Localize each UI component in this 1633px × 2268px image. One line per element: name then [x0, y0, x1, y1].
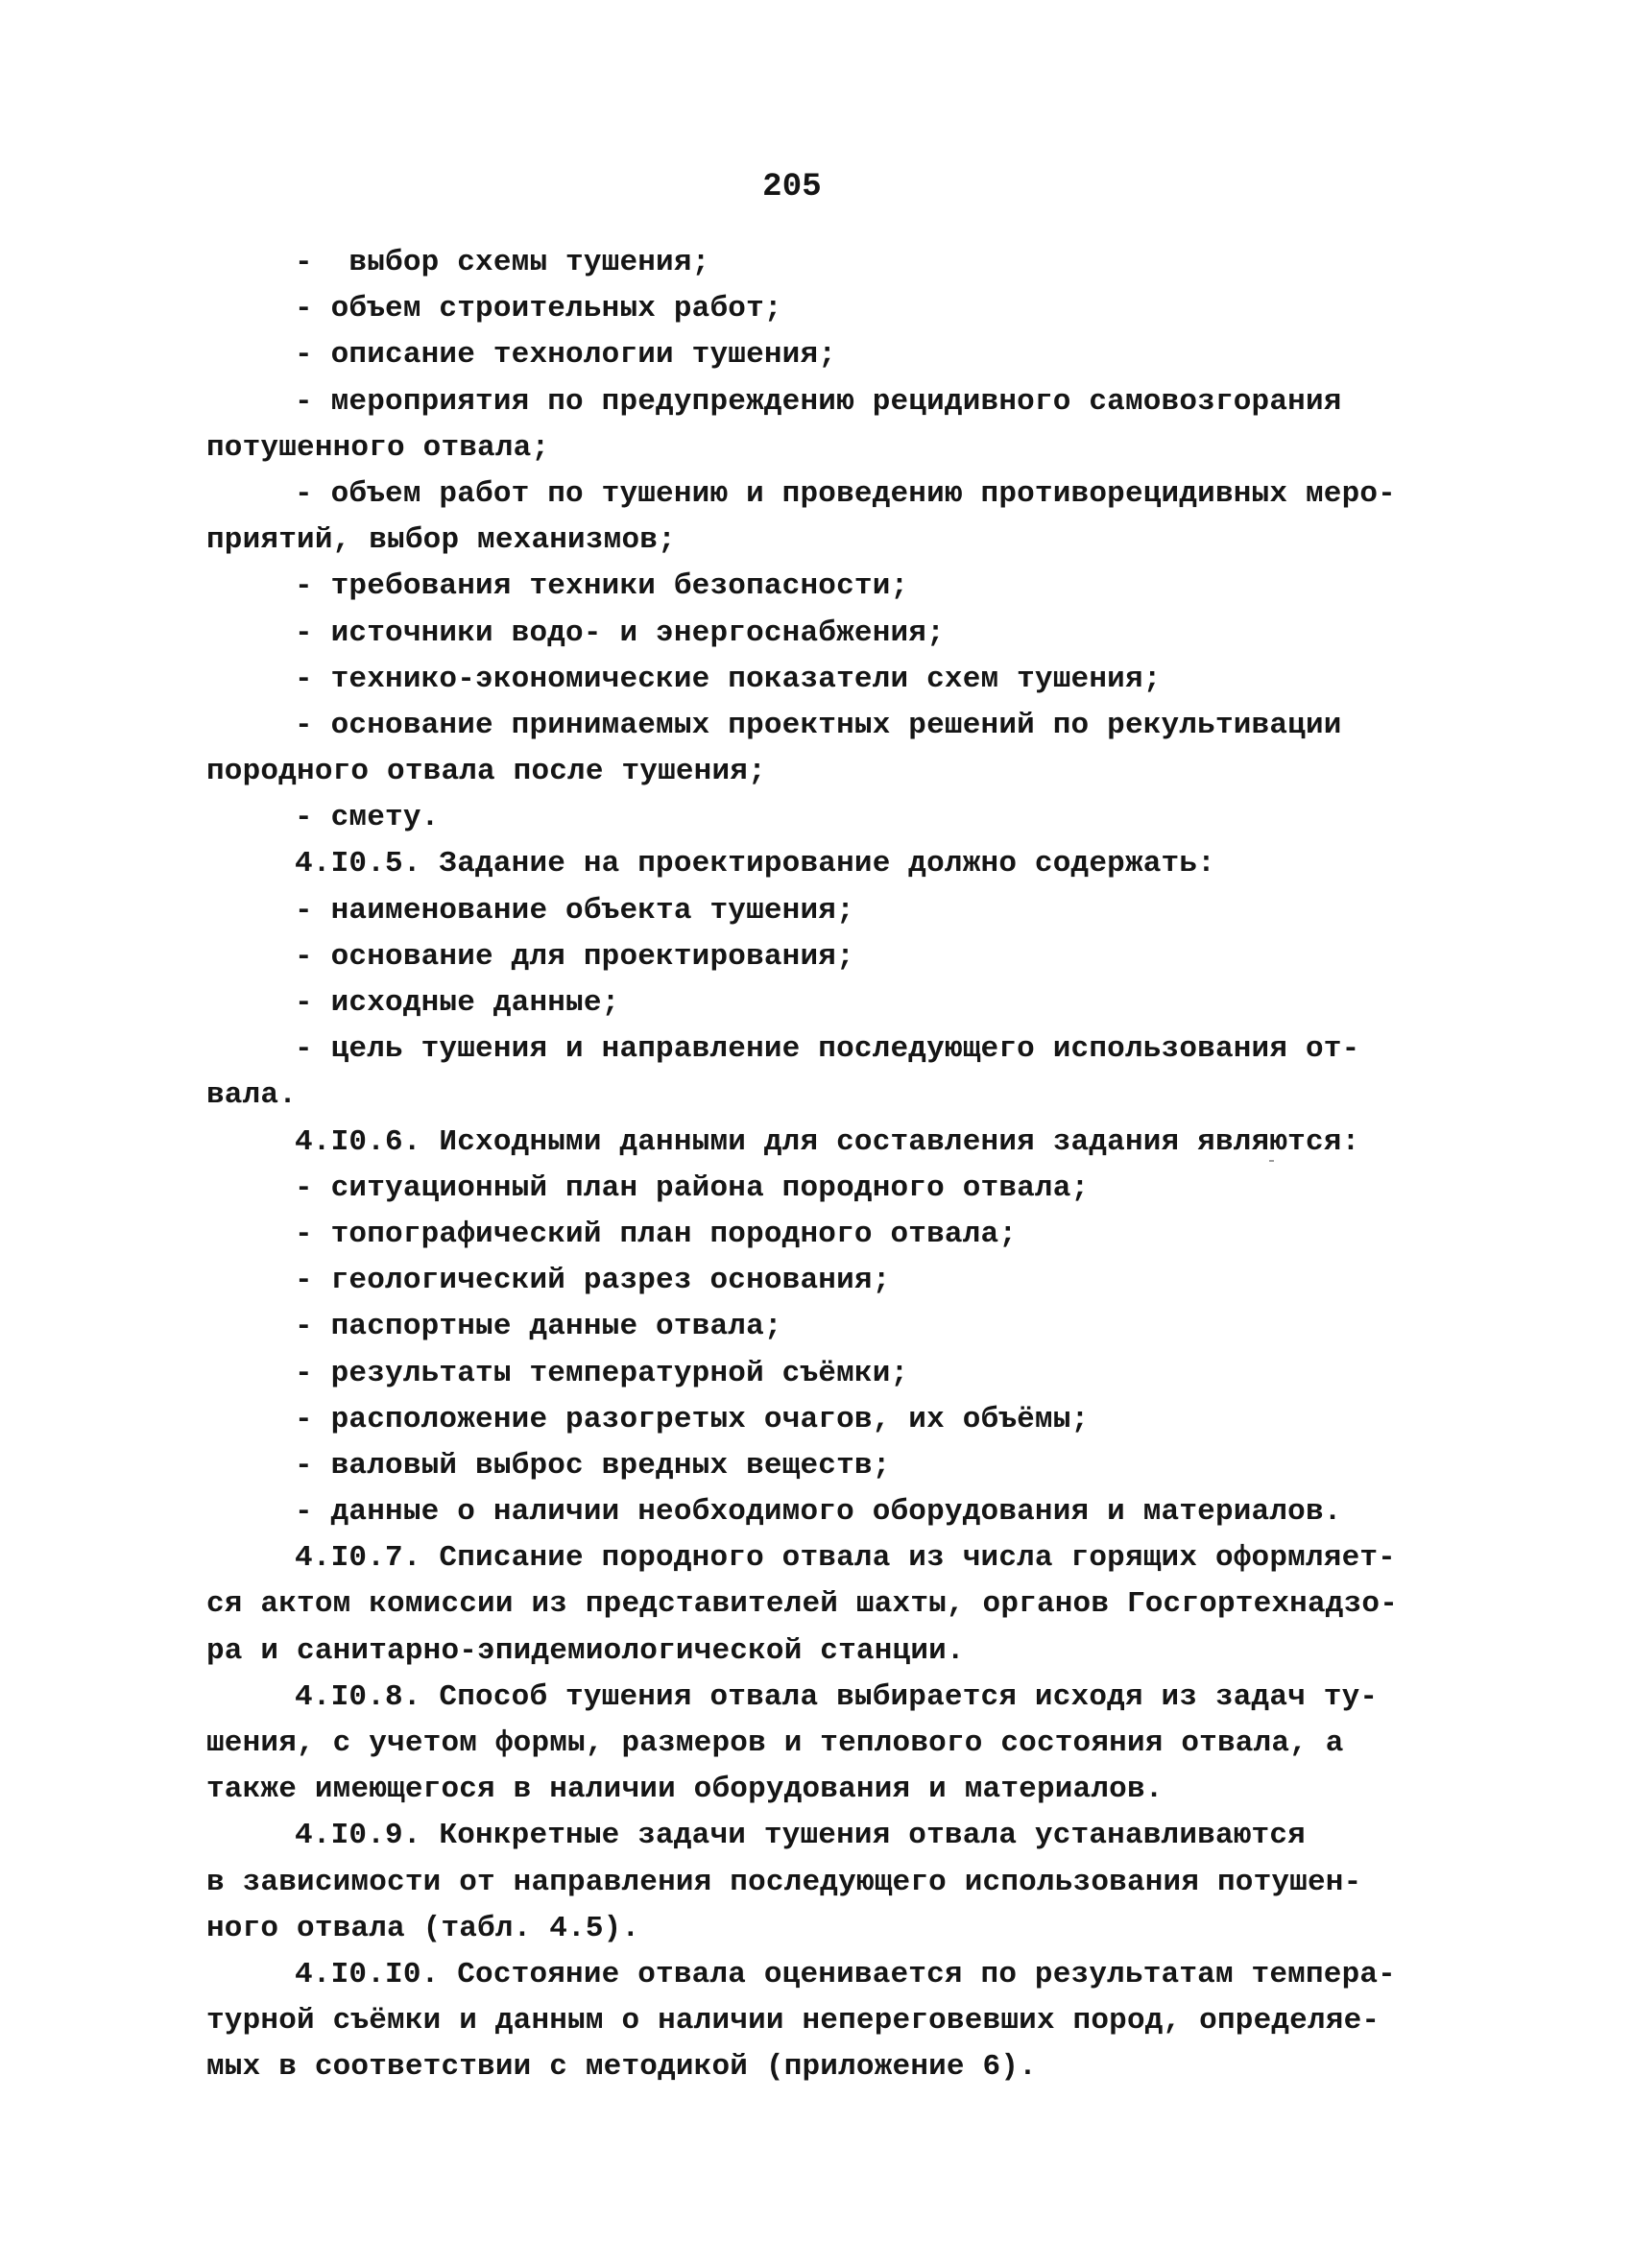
section-heading-4-10-6: 4.I0.6. Исходными данными для составления задания являются:: [295, 1124, 1360, 1159]
page-number: 205: [762, 169, 822, 205]
text-line: потушенного отвала;: [206, 430, 550, 465]
text-line: - данные о наличии необходимого оборудования и материалов.: [295, 1495, 1342, 1530]
text-line: ся актом комиссии из представителей шахты, органов Госгортехнадзо-: [206, 1587, 1398, 1622]
text-line: - расположение разогретых очагов, их объёмы;: [295, 1402, 1090, 1436]
text-line: в зависимости от направления последующего использования потушен-: [206, 1865, 1362, 1899]
text-line: - валовый выброс вредных веществ;: [295, 1448, 891, 1483]
text-line: - требования техники безопасности;: [295, 569, 909, 604]
text-line: - исходные данные;: [295, 986, 620, 1020]
text-line: - цель тушения и направление последующего использования от-: [295, 1032, 1360, 1067]
text-line: - объем строительных работ;: [295, 292, 782, 326]
text-line: - паспортные данные отвала;: [295, 1310, 782, 1344]
text-line: - мероприятия по предупреждению рецидивного самовозгорания: [295, 384, 1342, 419]
section-heading-4-10-8: 4.I0.8. Способ тушения отвала выбирается исходя из задач ту-: [295, 1679, 1379, 1714]
section-heading-4-10-5: 4.I0.5. Задание на проектирование должно содержать:: [295, 847, 1215, 881]
text-line: - ситуационный план района породного отвала;: [295, 1170, 1090, 1205]
text-line: - описание технологии тушения;: [295, 338, 837, 373]
text-line: также имеющегося в наличии оборудования и материалов.: [206, 1773, 1164, 1807]
document-body: [206, 240, 1454, 2091]
text-line: - наименование объекта тушения;: [295, 893, 854, 928]
text-line: мых в соответствии с методикой (приложение 6).: [206, 2050, 1037, 2085]
text-line: породного отвала после тушения;: [206, 755, 766, 789]
text-line: - выбор схемы тушения;: [295, 246, 710, 279]
text-line: турной съёмки и данным о наличии непереговевших пород, определяе-: [206, 2004, 1381, 2039]
section-heading-4-10-9: 4.I0.9. Конкретные задачи тушения отвала устанавливаются: [295, 1819, 1306, 1853]
text-line: шения, с учетом формы, размеров и теплового состояния отвала, а: [206, 1726, 1344, 1760]
section-heading-4-10-7: 4.I0.7. Списание породного отвала из числа горящих оформляет-: [295, 1541, 1396, 1576]
scan-speck: [1269, 1160, 1274, 1162]
text-line: - геологический разрез основания;: [295, 1264, 891, 1298]
text-line: - основание для проектирования;: [295, 939, 854, 974]
text-line: вала.: [206, 1078, 298, 1113]
text-line: - топографический план породного отвала;: [295, 1217, 1018, 1251]
text-line: - источники водо- и энергоснабжения;: [295, 615, 945, 650]
text-line: ного отвала (табл. 4.5).: [206, 1911, 640, 1945]
text-line: - результаты температурной съёмки;: [295, 1356, 909, 1390]
text-line: - смету.: [295, 801, 440, 835]
text-line: - основание принимаемых проектных решений по рекультивации: [295, 708, 1342, 742]
text-line: ра и санитарно-эпидемиологической станции.: [206, 1633, 965, 1668]
section-heading-4-10-10: 4.I0.I0. Состояние отвала оценивается по результатам темпера-: [295, 1957, 1396, 1991]
text-line: - объем работ по тушению и проведению противорецидивных меро-: [295, 476, 1396, 511]
text-line: приятий, выбор механизмов;: [206, 523, 676, 558]
text-line: - технико-экономические показатели схем тушения;: [295, 662, 1162, 696]
